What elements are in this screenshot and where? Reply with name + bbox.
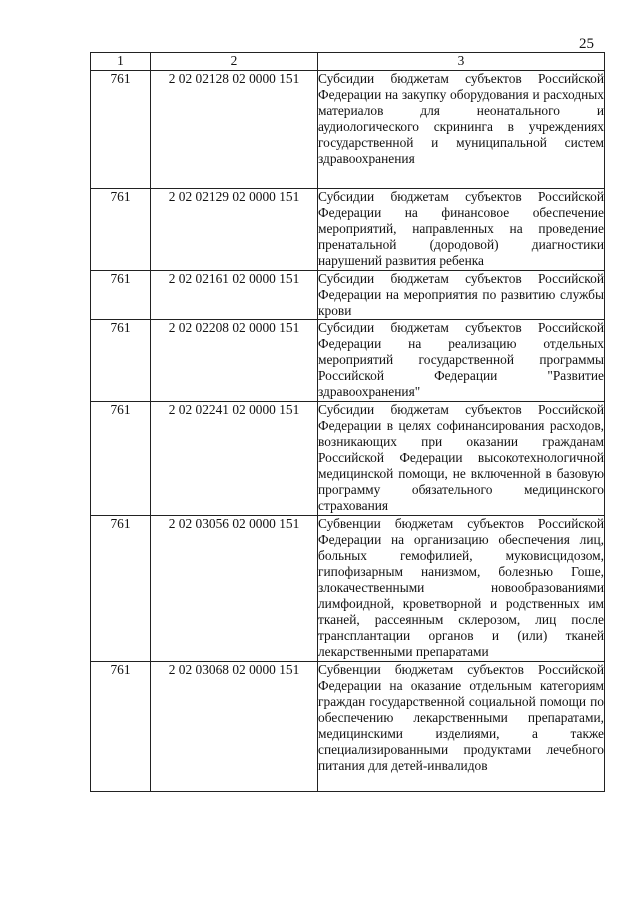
table-row [91,271,605,320]
column-header-2: 2 [151,53,318,71]
income-code-cell: 2 02 02161 02 0000 151 [151,271,318,320]
table-row [91,402,605,516]
income-code-cell: 2 02 02241 02 0000 151 [151,402,318,516]
admin-code-cell: 761 [91,271,151,320]
budget-codes-table [90,52,605,792]
table-row [91,516,605,662]
admin-code-cell: 761 [91,402,151,516]
table-row [91,320,605,402]
description-cell [318,320,605,402]
admin-code-cell: 761 [91,662,151,792]
description-cell [318,271,605,320]
page-number: 25 [579,36,594,52]
income-code-cell: 2 02 02128 02 0000 151 [151,71,318,189]
description-text: Субсидии бюджетам субъектов Российской Федерации на закупку оборудования и расходных материалов для неонатального и аудиологического скрининга в учреждениях государственной и муниципальной систем здравоохранения [318,71,604,166]
admin-code-cell: 761 [91,189,151,271]
income-code-cell: 2 02 02129 02 0000 151 [151,189,318,271]
table-row [91,189,605,271]
description-cell [318,402,605,516]
table-row [91,71,605,189]
description-text: Субсидии бюджетам субъектов Российской Федерации на реализацию отдельных мероприятий государственной программы Российской Федерации "Развитие здравоохранения" [318,320,604,399]
column-header-1: 1 [91,53,151,71]
description-text: Субвенции бюджетам субъектов Российской Федерации на организацию обеспечения лиц, больных гемофилией, муковисцидозом, гипофизарным нанизмом, болезнью Гоше, злокачественными новообразованиями лимфоидной, кроветворной и родственных им тканей, рассеянным склерозом, лиц после трансплантации органов и (или) тканей лекарственными препаратами [318,516,604,659]
admin-code-cell: 761 [91,320,151,402]
description-cell [318,662,605,792]
description-text: Субсидии бюджетам субъектов Российской Федерации на мероприятия по развитию службы крови [318,271,604,318]
income-code-cell: 2 02 03056 02 0000 151 [151,516,318,662]
column-header-3: 3 [318,53,605,71]
description-text: Субвенции бюджетам субъектов Российской Федерации на оказание отдельным категориям граждан государственной социальной помощи по обеспечению лекарственными препаратами, медицинскими изделиями, а также специализированными продуктами лечебного питания для детей-инвалидов [318,662,604,773]
description-text: Субсидии бюджетам субъектов Российской Федерации в целях софинансирования расходов, возникающих при оказании гражданам Российской Федерации высокотехнологичной медицинской помощи, не включенной в базовую программу обязательного медицинского страхования [318,402,604,513]
admin-code-cell: 761 [91,516,151,662]
description-cell [318,189,605,271]
description-cell [318,71,605,189]
admin-code-cell: 761 [91,71,151,189]
description-cell [318,516,605,662]
description-text: Субсидии бюджетам субъектов Российской Федерации на финансовое обеспечение мероприятий, направленных на проведение пренатальной (дородовой) диагностики нарушений развития ребенка [318,189,604,268]
table-row [91,662,605,792]
income-code-cell: 2 02 02208 02 0000 151 [151,320,318,402]
table-header-row [91,53,605,71]
income-code-cell: 2 02 03068 02 0000 151 [151,662,318,792]
